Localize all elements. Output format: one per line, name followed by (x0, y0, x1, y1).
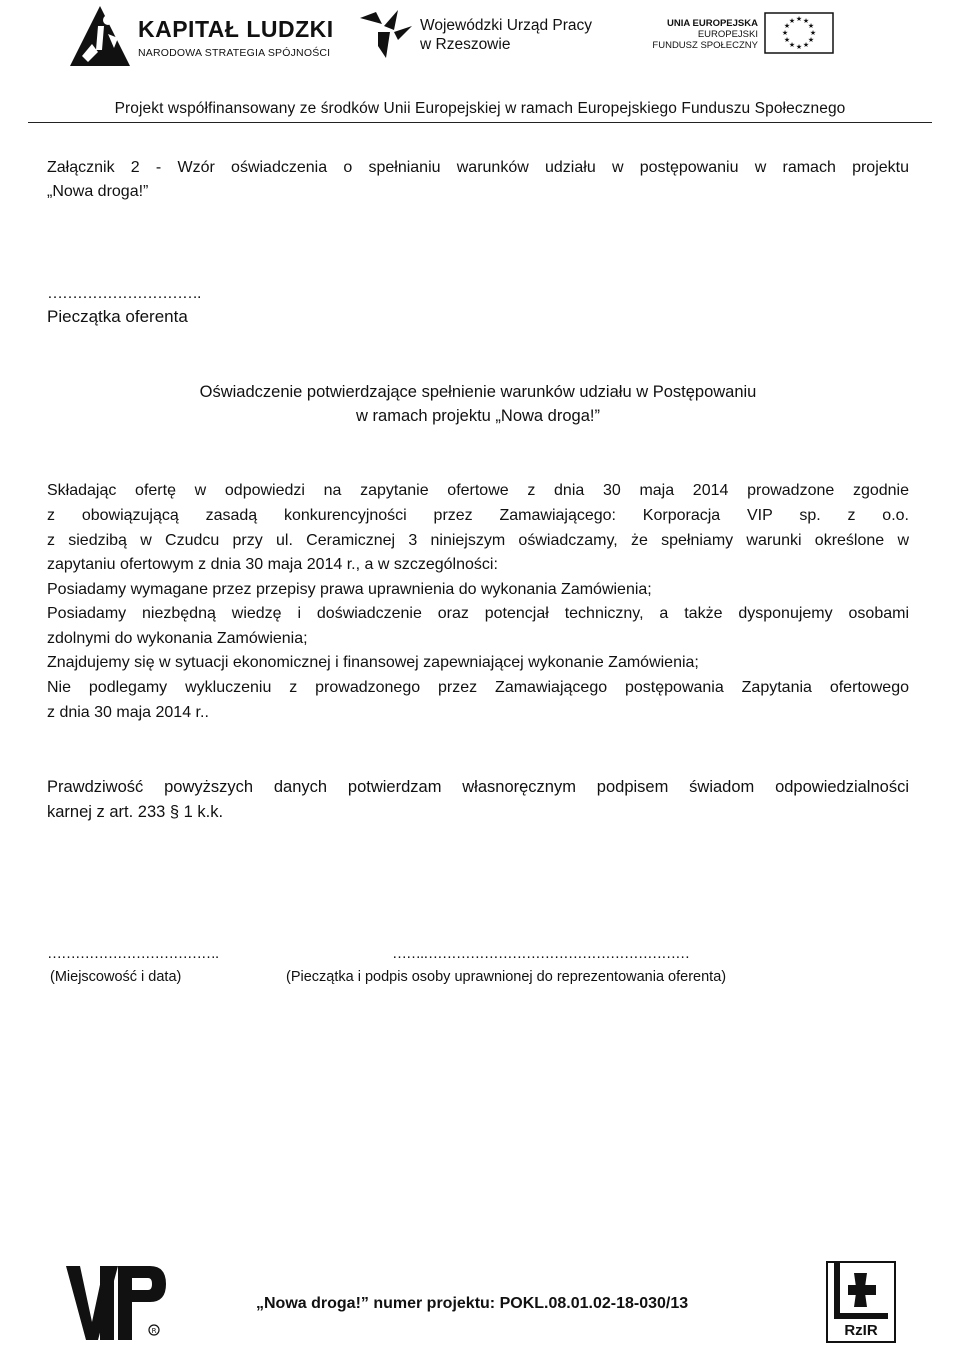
svg-text:★: ★ (802, 17, 810, 25)
svg-text:★: ★ (802, 41, 810, 49)
stamp-label: Pieczątka oferenta (47, 307, 188, 326)
eu-text (640, 18, 758, 51)
heading-line1: Oświadczenie potwierdzające spełnienie warunków udziału w Postępowaniu (199, 383, 757, 401)
wup-line1: Wojewódzki Urząd Pracy (420, 17, 592, 34)
kapital-ludzki-subtitle: NARODOWA STRATEGIA SPÓJNOŚCI (138, 47, 331, 59)
svg-text:★: ★ (795, 43, 803, 51)
body-line: z obowiązującą zasadą konkurencyjności przez Zamawiającego: Korporacja VIP sp. z o.o. (47, 507, 909, 524)
kapital-ludzki-logo-icon (68, 4, 132, 68)
svg-text:★: ★ (807, 36, 815, 44)
rzir-label: RzIR (844, 1322, 878, 1339)
footer-project: „Nowa droga!” numer projektu: POKL.08.01.02-18-030/13 (256, 1295, 689, 1312)
body-line: Nie podlegamy wykluczeniu z prowadzonego przez Zamawiającego postępowania Zapytania ofertowego (47, 679, 909, 696)
declaration-line1: Prawdziwość powyższych danych potwierdzam własnoręcznym podpisem świadom odpowiedzialności (47, 778, 909, 796)
heading-line2: w ramach projektu „Nowa droga!” (356, 407, 600, 425)
svg-text:★: ★ (781, 29, 789, 37)
kapital-ludzki-text (138, 18, 334, 59)
declaration-line2: karnej z art. 233 § 1 k.k. (47, 803, 224, 821)
svg-text:★: ★ (795, 15, 803, 23)
svg-text:★: ★ (809, 29, 817, 37)
svg-text:R: R (151, 1327, 157, 1335)
signature-dots: …….………………………………………………… (392, 945, 690, 962)
wup-line2: w Rzeszowie (420, 36, 511, 53)
wup-text (420, 16, 592, 54)
body-line: Posiadamy wymagane przez przepisy prawa uprawnienia do wykonania Zamówienia; (47, 581, 652, 598)
funding-note: Projekt współfinansowany ze środków Unii Europejskiej w ramach Europejskiego Funduszu Społecznego (114, 100, 846, 117)
kapital-ludzki-title: KAPITAŁ LUDZKI (138, 16, 334, 42)
wup-logo-icon (358, 8, 414, 60)
place-date-dots: ………………………………. (47, 945, 219, 962)
body-line: Znajdujemy się w sytuacji ekonomicznej i finansowej zapewniającej wykonanie Zamówienia; (47, 654, 699, 671)
place-date-label: (Miejscowość i data) (50, 969, 182, 985)
body-line: Posiadamy niezbędną wiedzę i doświadczenie oraz potencjał techniczny, a także dysponujemy osobami (47, 605, 909, 622)
body-line: zapytaniu ofertowym z dnia 30 maja 2014 r., a w szczególności: (47, 556, 498, 573)
vip-logo-icon (66, 1266, 170, 1340)
eu-flag-icon (764, 12, 834, 54)
body-line: z siedzibą w Czudcu przy ul. Ceramicznej 3 niniejszym oświadczamy, że spełniamy warunki określone w (47, 532, 909, 549)
signature-label: (Pieczątka i podpis osoby uprawnionej do reprezentowania oferenta) (286, 969, 727, 985)
svg-text:★: ★ (788, 17, 796, 25)
header-divider (28, 122, 932, 123)
eu-line3: FUNDUSZ SPOŁECZNY (652, 40, 758, 51)
svg-text:★: ★ (788, 41, 796, 49)
eu-line1: UNIA EUROPEJSKA (667, 18, 758, 29)
body-line: z dnia 30 maja 2014 r.. (47, 704, 209, 721)
body-line: zdolnymi do wykonania Zamówienia; (47, 630, 308, 647)
eu-line2: EUROPEJSKI (697, 29, 758, 40)
body-line: Składając ofertę w odpowiedzi na zapytanie ofertowe z dnia 30 maja 2014 prowadzone zgodnie (47, 482, 909, 499)
svg-text:★: ★ (807, 22, 815, 30)
svg-text:★: ★ (783, 22, 791, 30)
annex-line1: Załącznik 2 - Wzór oświadczenia o spełnianiu warunków udziału w postępowaniu w ramach projektu (47, 159, 909, 176)
stamp-dots: …………………………. (47, 285, 201, 302)
annex-line2: „Nowa droga!” (47, 183, 149, 200)
svg-text:★: ★ (783, 36, 791, 44)
